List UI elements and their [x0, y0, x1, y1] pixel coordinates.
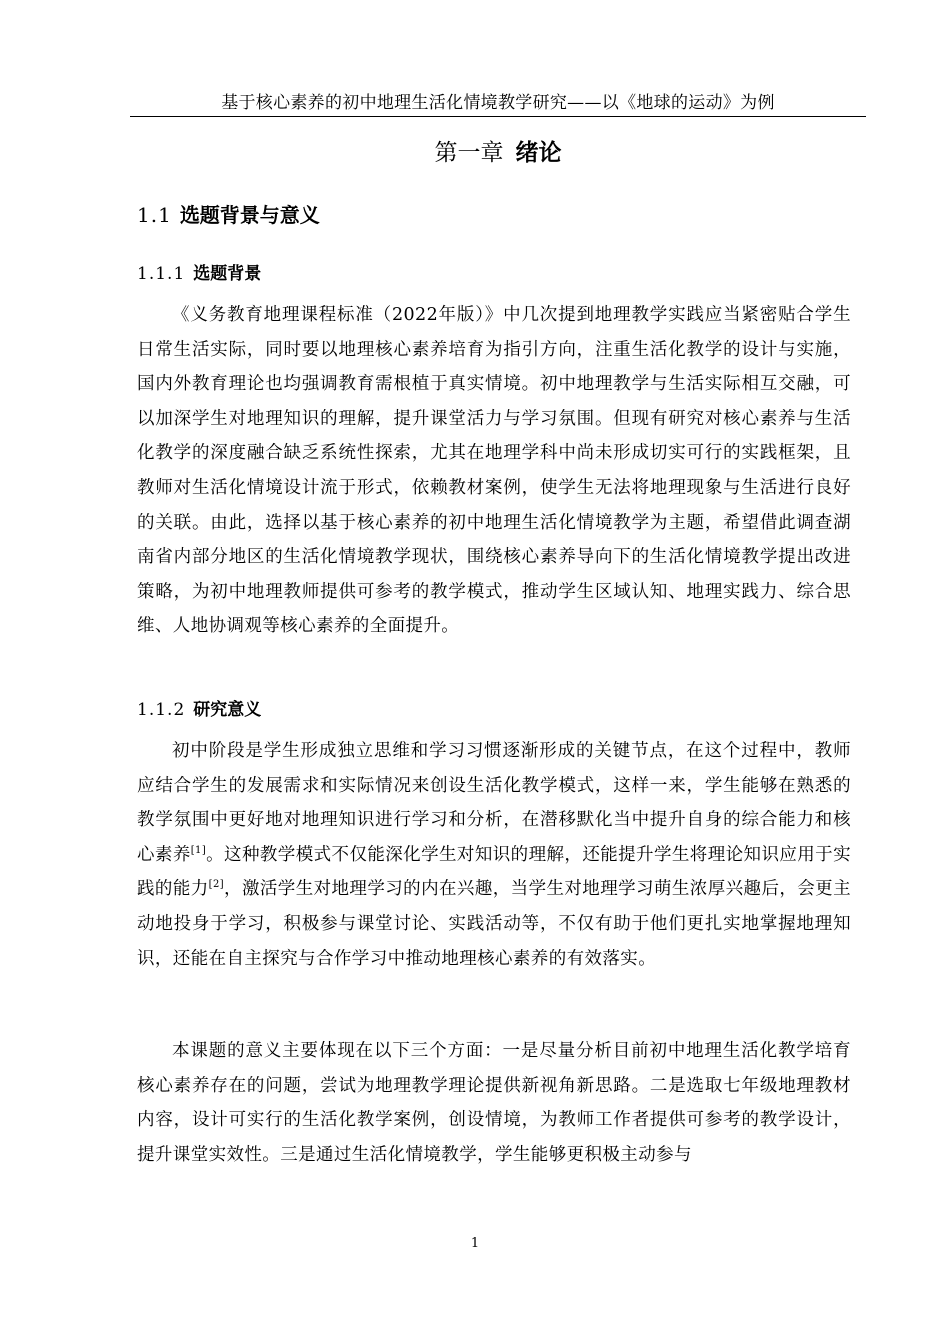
running-header: 基于核心素养的初中地理生活化情境教学研究——以《地球的运动》为例 — [221, 93, 775, 113]
citation-1: [1] — [190, 844, 207, 856]
subsection-title-1: 选题背景 — [193, 264, 262, 284]
page-number: 1 — [470, 1236, 480, 1251]
subsection-number-2: 1.1.2 — [137, 700, 186, 720]
chapter-title — [130, 138, 866, 168]
subsection-title-2: 研究意义 — [193, 700, 262, 720]
chapter-number: 第一章 — [434, 140, 504, 166]
paragraph-text: ，激活学生对地理学习的内在兴趣，当学生对地理学习萌生浓厚兴趣后，会更主动地投身于学习，积极参与课堂讨论、实践活动等，不仅有助于他们更扎实地掌握地理知识，还能在自主探究与合作学习中推动地理核心素养的有效落实。 — [137, 879, 851, 969]
subsection-heading-2 — [137, 697, 261, 723]
citation-2: [2] — [208, 879, 225, 891]
section-title: 选题背景与意义 — [179, 203, 320, 227]
body-paragraph-significance-2: 本课题的意义主要体现在以下三个方面：一是尽量分析目前初中地理生活化教学培育核心素养存在的问题，尝试为地理教学理论提供新视角新思路。二是选取七年级地理教材内容，设计可实行的生活化教学案例，创设情境，为教师工作者提供可参考的教学设计，提升课堂实效性。三是通过生活化情境教学，学生能够更积极主动参与 — [137, 1041, 851, 1165]
subsection-heading-1 — [137, 261, 261, 287]
section-number: 1.1 — [137, 203, 172, 227]
chapter-name: 绪论 — [515, 140, 562, 166]
subsection-number-1: 1.1.1 — [137, 264, 186, 284]
section-heading — [137, 200, 320, 230]
body-paragraph-background: 《义务教育地理课程标准（2022年版）》中几次提到地理教学实践应当紧密贴合学生日常生活实际，同时要以地理核心素养培育为指引方向，注重生活化教学的设计与实施，国内外教育理论也均强调教育需根植于真实情境。初中地理教学与生活实际相互交融，可以加深学生对地理知识的理解，提升课堂活力与学习氛围。但现有研究对核心素养与生活化教学的深度融合缺乏系统性探索，尤其在地理学科中尚未形成切实可行的实践框架，且教师对生活化情境设计流于形式，依赖教材案例，使学生无法将地理现象与生活进行良好的关联。由此，选择以基于核心素养的初中地理生活化情境教学为主题，希望借此调查湖南省内部分地区的生活化情境教学现状，围绕核心素养导向下的生活化情境教学提出改进策略，为初中地理教师提供可参考的教学模式，推动学生区域认知、地理实践力、综合思维、人地协调观等核心素养的全面提升。 — [137, 305, 851, 637]
paragraph-text: 初中阶段是学生形成独立思维和学习习惯逐渐形成的关键节点，在这个过程中，教师应结合学生的发展需求和实际情况来创设生活化教学模式，这样一来，学生能够在熟悉的教学氛围中更好地对地理知识进行学习和分析，在潜移默化当中提升自身的综合能力和核心素养 — [137, 741, 851, 865]
header-rule — [130, 116, 866, 117]
paragraph-text: 。这种教学模式不仅能深化学生对知识的理解，还能提升学生将理论知识应用于实践的能力 — [137, 844, 851, 900]
body-paragraph-significance-1 — [137, 734, 851, 976]
